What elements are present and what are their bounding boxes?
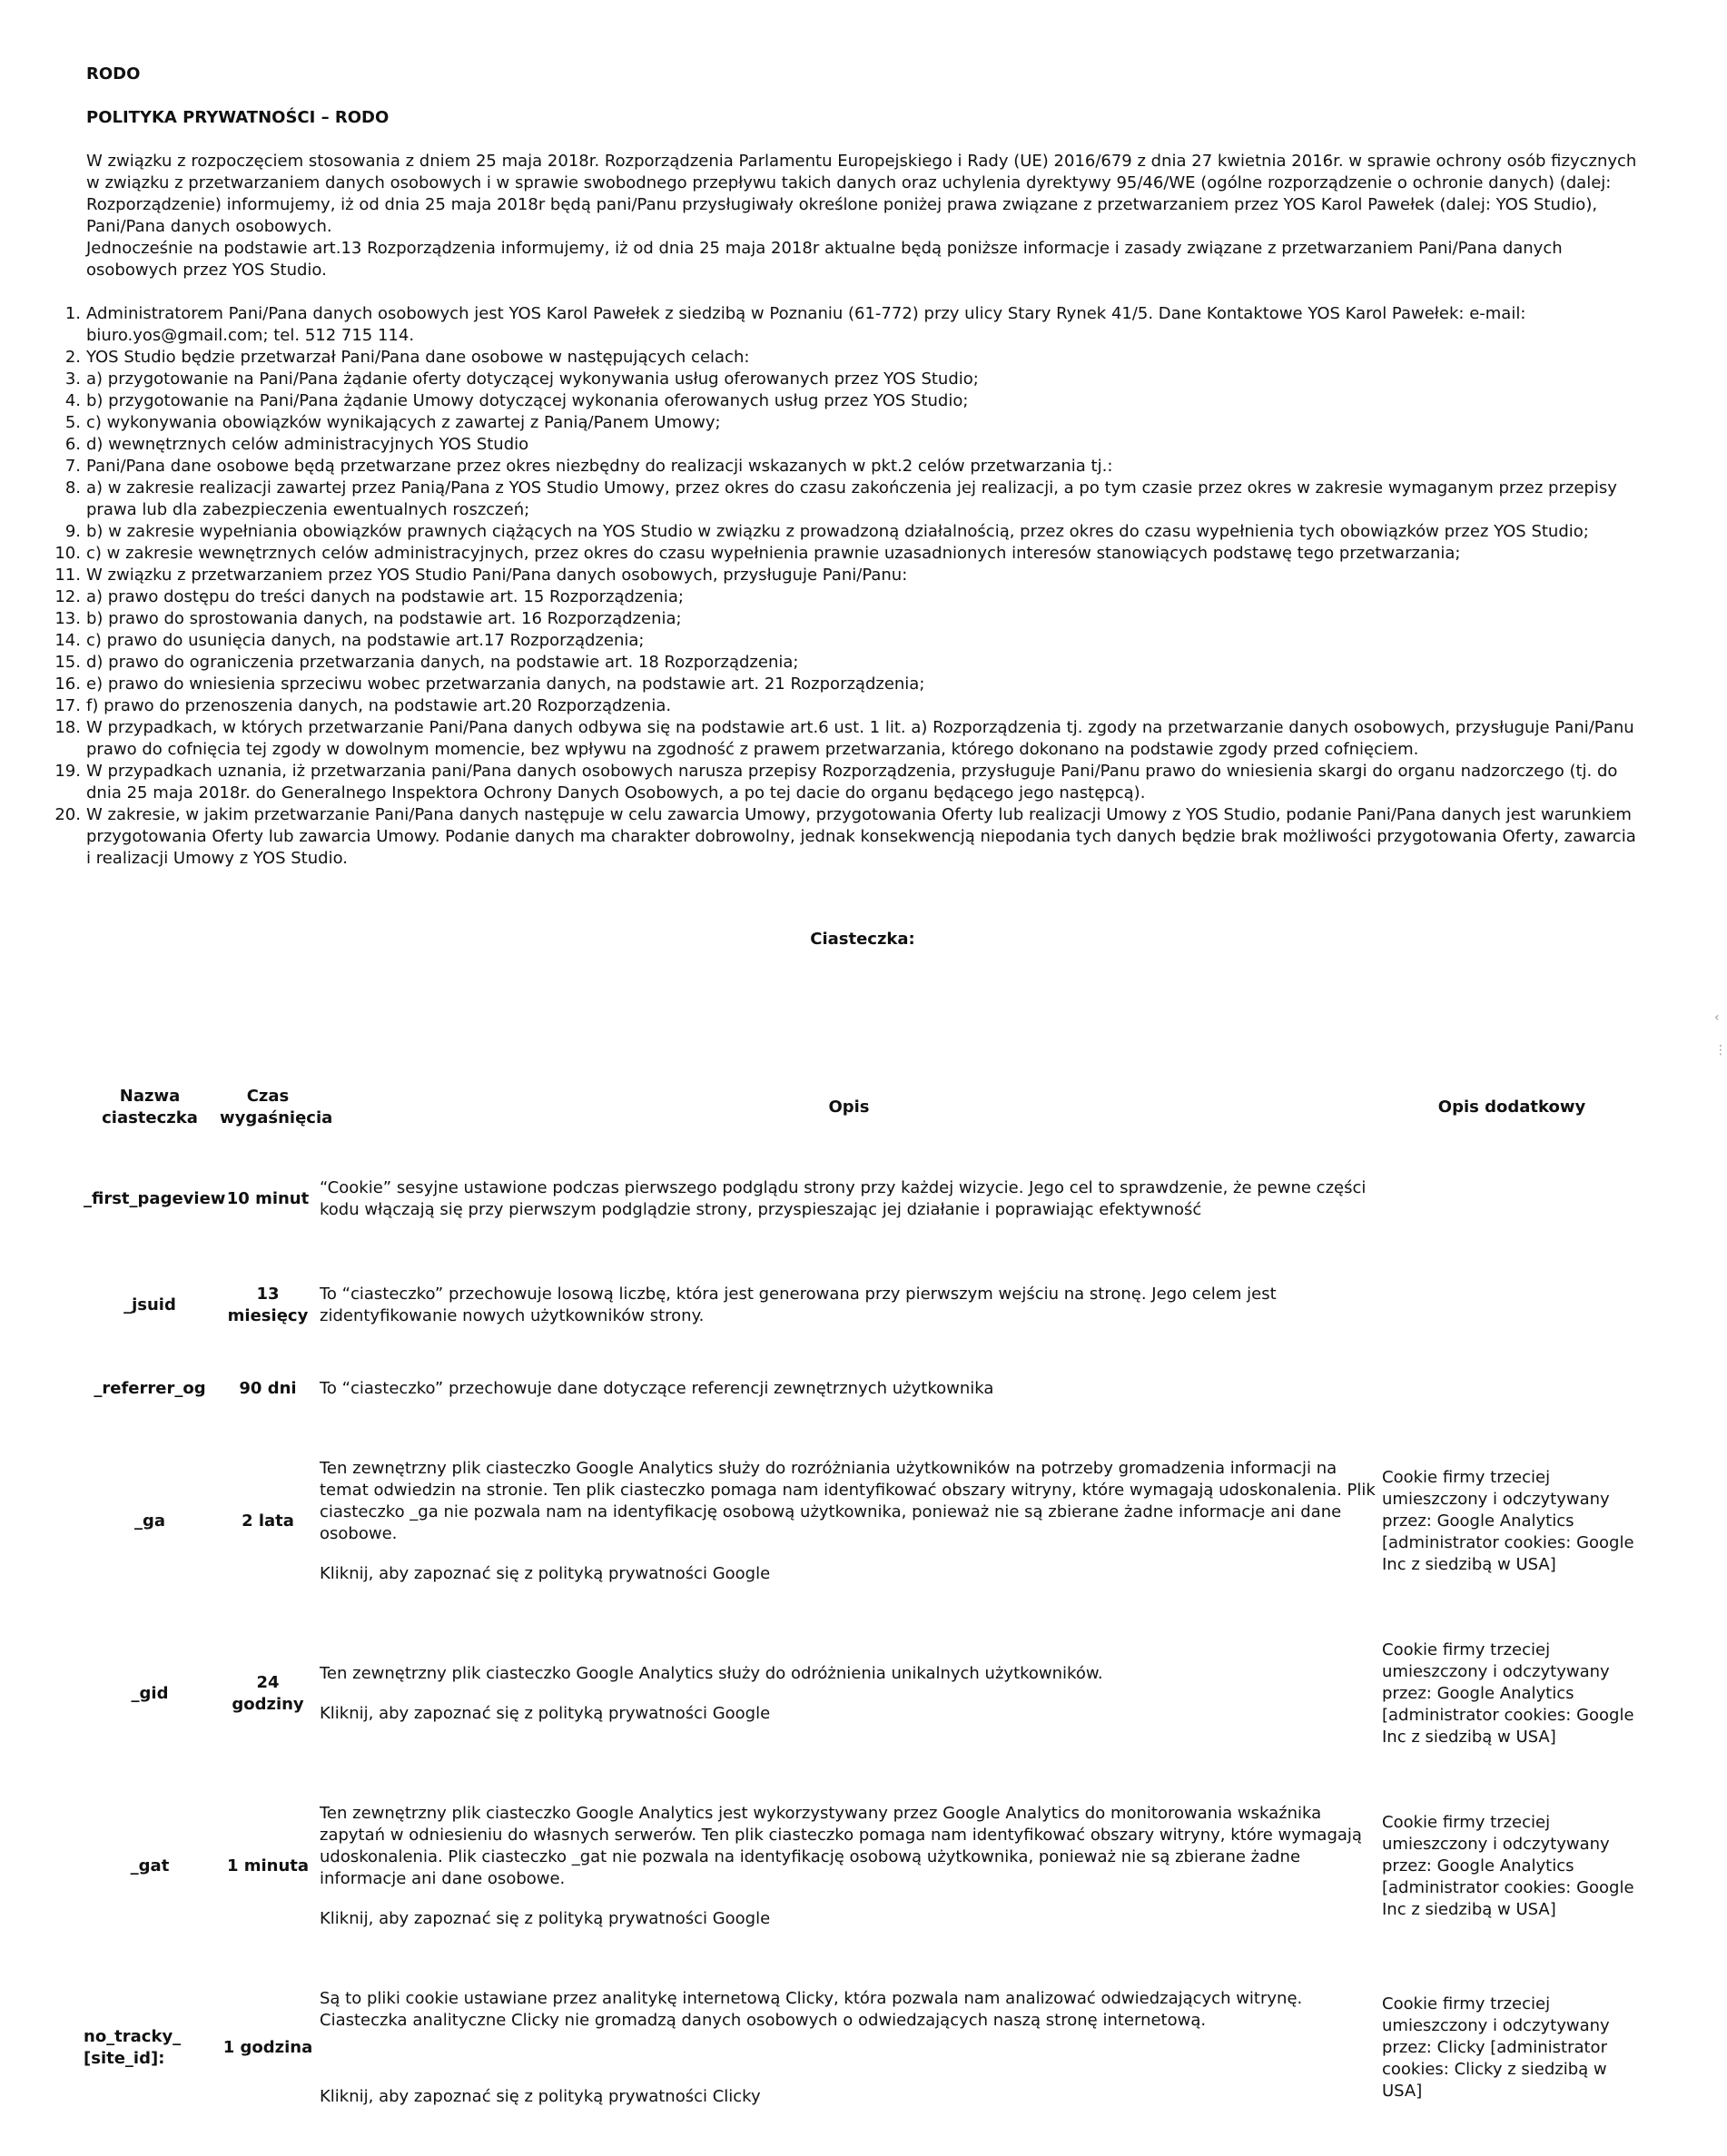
table-row xyxy=(82,1776,1643,1957)
list-item: 3. a) przygotowanie na Pani/Pana żądanie oferty dotyczącej wykonywania usług oferowanych przez YOS Studio; xyxy=(64,369,979,389)
cookies-heading: Ciasteczka: xyxy=(810,930,915,949)
list-item: 11. W związku z przetwarzaniem przez YOS Studio Pani/Pana danych osobowych, przysługuje Pani/Panu: xyxy=(54,566,908,585)
side-scroll-handle[interactable]: ‹ ⋮ xyxy=(1714,1010,1727,1058)
list-item: 18. W przypadkach, w których przetwarzanie Pani/Pana danych odbywa się na podstawie art.6 ust. 1 lit. a) Rozporządzenia tj. zgody na przetwarzanie danych osobowych, przysługuje Pani/Panu prawo do cofnięcia tej zgody w dowolnym momencie, bez wpływu na zgodność z prawem przetwarzania, którego dokonano na podstawie zgody przed cofnięciem. xyxy=(54,718,1634,759)
list-item: 1. Administratorem Pani/Pana danych osobowych jest YOS Karol Pawełek z siedzibą w Poznaniu (61-772) przy ulicy Stary Rynek 41/5. Dane Kontaktowe YOS Karol Pawełek: e-mail: biuro.yos@gmail.com; tel. 512 715 114. xyxy=(64,304,1526,345)
cookie-extra xyxy=(1380,1264,1643,1347)
cookie-name: _ga xyxy=(133,1511,166,1531)
list-item: 19. W przypadkach uznania, iż przetwarzania pani/Pana danych osobowych narusza przepisy Rozporządzenia, przysługuje Pani/Panu prawo do wniesienia skargi do organu nadzorczego (tj. do dnia 25 maja 2018r. do Generalnego Inspektora Ochrony Danych Osobowych, a po tej dacie do organu będącego jego następcą). xyxy=(54,762,1618,802)
table-row xyxy=(82,1431,1643,1612)
table-row xyxy=(82,1135,1643,1264)
list-item: 16. e) prawo do wniesienia sprzeciwu wobec przetwarzania danych, na podstawie art. 21 Rozporządzenia; xyxy=(54,674,925,694)
privacy-policy-link[interactable]: Kliknij, aby zapoznać się z polityką prywatności Google xyxy=(320,1909,771,1928)
cookie-description: Ten zewnętrzny plik ciasteczko Google Analytics służy do odróżnienia unikalnych użytkowników. Kliknij, aby zapoznać się z polityką prywatności Google xyxy=(318,1612,1380,1776)
cookie-name: _gid xyxy=(131,1684,169,1703)
header-cookie-name: Nazwa ciasteczka xyxy=(102,1087,198,1127)
list-item: 5. c) wykonywania obowiązków wynikających z zawartej z Panią/Panem Umowy; xyxy=(64,413,721,432)
cookie-expiry: 10 minut xyxy=(226,1189,310,1208)
page-subtitle: POLITYKA PRYWATNOŚCI – RODO xyxy=(86,108,390,127)
cookie-extra: Cookie firmy trzeciej umieszczony i odczytywany przez: Clicky [administrator cookies: Clicky z siedzibą w USA] xyxy=(1382,1994,1610,2101)
list-item: 4. b) przygotowanie na Pani/Pana żądanie Umowy dotyczącej wykonania oferowanych usług przez YOS Studio; xyxy=(64,391,969,410)
cookie-name: _gat xyxy=(130,1856,170,1875)
privacy-policy-link[interactable]: Kliknij, aby zapoznać się z polityką prywatności Google xyxy=(320,1704,771,1723)
cookie-expiry: 1 godzina xyxy=(222,2038,313,2057)
list-item: 7. Pani/Pana dane osobowe będą przetwarzane przez okres niezbędny do realizacji wskazanych w pkt.2 celów przetwarzania tj.: xyxy=(64,457,1113,476)
cookie-name: no_tracky_ [site_id]: xyxy=(84,2027,182,2068)
cookies-table xyxy=(82,1080,1643,2139)
cookie-description: To “ciasteczko” przechowuje dane dotyczące referencji zewnętrznych użytkownika xyxy=(320,1379,994,1398)
cookie-description: Są to pliki cookie ustawiane przez analitykę internetową Clicky, która pozwala nam analizować odwiedzających witrynę. Ciasteczka analityczne Clicky nie gromadzą danych osobowych o odwiedzających naszą stronę internetową. Kliknij, aby zapoznać się z polityką prywatności Clicky xyxy=(318,1957,1380,2139)
list-item: 2. YOS Studio będzie przetwarzał Pani/Pana dane osobowe w następujących celach: xyxy=(64,348,750,367)
intro-paragraph: Jednocześnie na podstawie art.13 Rozporządzenia informujemy, iż od dnia 25 maja 2018r aktualne będą poniższe informacje i zasady związane z przetwarzaniem Pani/Pana danych osobowych przez YOS Studio. xyxy=(86,239,1563,280)
header-extra-description: Opis dodatkowy xyxy=(1437,1098,1586,1117)
table-row xyxy=(82,1264,1643,1347)
privacy-policy-link[interactable]: Kliknij, aby zapoznać się z polityką prywatności Clicky xyxy=(320,2087,761,2106)
table-header-row xyxy=(82,1080,1643,1135)
cookie-expiry: 1 minuta xyxy=(226,1856,310,1875)
list-item: 17. f) prawo do przenoszenia danych, na podstawie art.20 Rozporządzenia. xyxy=(54,696,672,715)
table-row xyxy=(82,1612,1643,1776)
rules-list xyxy=(54,303,1639,870)
cookie-description: To “ciasteczko” przechowuje losową liczbę, która jest generowana przy pierwszym wejściu na stronę. Jego celem jest zidentyfikowanie nowych użytkowników strony. xyxy=(320,1285,1277,1325)
cookie-expiry: 90 dni xyxy=(239,1379,297,1398)
table-row xyxy=(82,1957,1643,2139)
cookie-extra xyxy=(1380,1135,1643,1264)
list-item: 14. c) prawo do usunięcia danych, na podstawie art.17 Rozporządzenia; xyxy=(54,631,645,650)
cookie-expiry: 13 miesięcy xyxy=(227,1285,309,1325)
list-item: 15. d) prawo do ograniczenia przetwarzania danych, na podstawie art. 18 Rozporządzenia; xyxy=(54,653,799,672)
table-row xyxy=(82,1347,1643,1431)
cookie-name: _first_pageview xyxy=(84,1189,226,1208)
list-item: 10. c) w zakresie wewnętrznych celów administracyjnych, przez okres do czasu wypełnienia prawnie uzasadnionych interesów stanowiących podstawę tego przetwarzania; xyxy=(54,544,1461,563)
cookie-name: _jsuid xyxy=(123,1295,176,1314)
cookie-extra: Cookie firmy trzeciej umieszczony i odczytywany przez: Google Analytics [administrator cookies: Google Inc z siedzibą w USA] xyxy=(1382,1640,1634,1747)
list-item: 8. a) w zakresie realizacji zawartej przez Panią/Pana z YOS Studio Umowy, przez okres do czasu zakończenia jej realizacji, a po tym czasie przez okres w zakresie wymaganym przez przepisy prawa lub dla zabezpieczenia ewentualnych roszczeń; xyxy=(64,478,1617,519)
privacy-policy-link[interactable]: Kliknij, aby zapoznać się z polityką prywatności Google xyxy=(320,1564,771,1583)
list-item: 6. d) wewnętrznych celów administracyjnych YOS Studio xyxy=(64,435,529,454)
cookie-description: Ten zewnętrzny plik ciasteczko Google Analytics służy do rozróżniania użytkowników na potrzeby gromadzenia informacji na temat odwiedzin na stronie. Ten plik ciasteczko pomaga nam identyfikować obszary witryny, które wymagają udoskonalenia. Plik ciasteczko _ga nie pozwala nam na identyfikację osobową użytkownika, ponieważ nie są zbierane żadne informacje ani dane osobowe. Kliknij, aby zapoznać się z polityką prywatności Google xyxy=(318,1431,1380,1612)
privacy-policy-page xyxy=(54,64,1639,2106)
cookie-description: “Cookie” sesyjne ustawione podczas pierwszego podglądu strony przy każdej wizycie. Jego cel to sprawdzenie, że pewne części kodu włączają się przy pierwszym podglądzie strony, przyspieszając jej działanie i poprawiając efektywność xyxy=(320,1178,1367,1219)
cookie-expiry: 24 godziny xyxy=(232,1673,304,1714)
cookie-description: Ten zewnętrzny plik ciasteczko Google Analytics jest wykorzystywany przez Google Analytics do monitorowania wskaźnika zapytań w odniesieniu do własnych serwerów. Ten plik ciasteczko pomaga nam identyfikować obszary witryny, które wymagają udoskonalenia. Plik ciasteczko _gat nie pozwala na identyfikację osobową użytkownika, ponieważ nie są zbierane żadne informacje ani dane osobowe. Kliknij, aby zapoznać się z polityką prywatności Google xyxy=(318,1776,1380,1957)
list-item: 9. b) w zakresie wypełniania obowiązków prawnych ciążących na YOS Studio w związku z prowadzoną działalnością, przez okres do czasu wypełnienia tych obowiązków przez YOS Studio; xyxy=(64,522,1589,541)
header-description: Opis xyxy=(828,1098,870,1117)
cookie-extra: Cookie firmy trzeciej umieszczony i odczytywany przez: Google Analytics [administrator cookies: Google Inc z siedzibą w USA] xyxy=(1382,1813,1634,1919)
cookie-expiry: 2 lata xyxy=(242,1511,294,1531)
list-item: 13. b) prawo do sprostowania danych, na podstawie art. 16 Rozporządzenia; xyxy=(54,609,682,628)
intro-section xyxy=(86,151,1639,281)
cookie-extra xyxy=(1380,1347,1643,1431)
header-expiry: Czas wygaśnięcia xyxy=(220,1087,333,1127)
cookie-extra: Cookie firmy trzeciej umieszczony i odczytywany przez: Google Analytics [administrator cookies: Google Inc z siedzibą w USA] xyxy=(1382,1468,1634,1574)
list-item: 12. a) prawo dostępu do treści danych na podstawie art. 15 Rozporządzenia; xyxy=(54,587,684,606)
list-item: 20. W zakresie, w jakim przetwarzanie Pani/Pana danych następuje w celu zawarcia Umowy, przygotowania Oferty lub realizacji Umowy z YOS Studio, podanie Pani/Pana danych jest warunkiem przygotowania Oferty lub zawarcia Umowy. Podanie danych ma charakter dobrowolny, jednak konsekwencją niepodania tych danych będzie brak możliwości przygotowania Oferty, zawarcia i realizacji Umowy z YOS Studio. xyxy=(54,805,1636,868)
intro-paragraph: W związku z rozpoczęciem stosowania z dniem 25 maja 2018r. Rozporządzenia Parlamentu Europejskiego i Rady (UE) 2016/679 z dnia 27 kwietnia 2016r. w sprawie ochrony osób fizycznych w związku z przetwarzaniem danych osobowych i w sprawie swobodnego przepływu takich danych oraz uchylenia dyrektywy 95/46/WE (ogólne rozporządzenie o ochronie danych) (dalej: Rozporządzenie) informujemy, iż od dnia 25 maja 2018r będą pani/Panu przysługiwały określone poniżej prawa związane z przetwarzaniem przez YOS Karol Pawełek (dalej: YOS Studio), Pani/Pana danych osobowych. xyxy=(86,152,1637,236)
cookie-name: _referrer_og xyxy=(94,1379,206,1398)
page-title: RODO xyxy=(86,64,141,84)
